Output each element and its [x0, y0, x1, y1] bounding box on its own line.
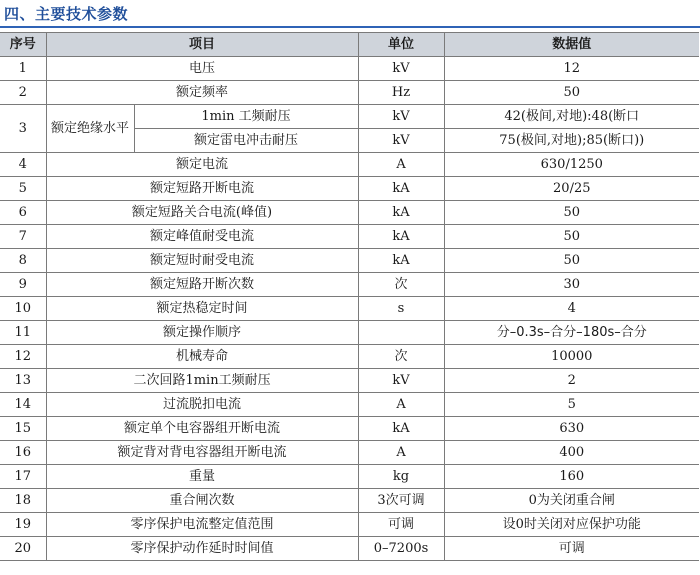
row-unit: kV [358, 369, 444, 393]
row-number: 8 [0, 249, 46, 273]
row-item: 额定背对背电容器组开断电流 [46, 441, 358, 465]
row-unit: kA [358, 249, 444, 273]
row-number: 14 [0, 393, 46, 417]
row-item: 额定操作顺序 [46, 321, 358, 345]
row-unit: kA [358, 225, 444, 249]
technical-parameters-table [0, 32, 699, 561]
table-row [0, 57, 699, 81]
row-value: 42(极间,对地):48(断口 [444, 105, 699, 129]
row-item: 额定峰值耐受电流 [46, 225, 358, 249]
row-item: 额定热稳定时间 [46, 297, 358, 321]
column-header-no: 序号 [0, 33, 46, 57]
table-row [0, 201, 699, 225]
table-row [0, 537, 699, 561]
row-unit: 0–7200s [358, 537, 444, 561]
row-unit: kV [358, 129, 444, 153]
row-value: 630 [444, 417, 699, 441]
row-number: 3 [0, 105, 46, 153]
row-unit: kA [358, 177, 444, 201]
row-number: 13 [0, 369, 46, 393]
row-number: 15 [0, 417, 46, 441]
row-number: 20 [0, 537, 46, 561]
row-value: 5 [444, 393, 699, 417]
row-number: 16 [0, 441, 46, 465]
row-number: 1 [0, 57, 46, 81]
row-unit: A [358, 393, 444, 417]
row-item: 额定短路关合电流(峰值) [46, 201, 358, 225]
row-value: 可调 [444, 537, 699, 561]
row-unit: 次 [358, 273, 444, 297]
row-number: 4 [0, 153, 46, 177]
row-item: 额定雷电冲击耐压 [134, 129, 358, 153]
row-unit: Hz [358, 81, 444, 105]
row-item: 重量 [46, 465, 358, 489]
row-unit: kV [358, 57, 444, 81]
table-row [0, 273, 699, 297]
row-number: 7 [0, 225, 46, 249]
row-number: 18 [0, 489, 46, 513]
row-number: 2 [0, 81, 46, 105]
row-unit [358, 321, 444, 345]
row-value: 50 [444, 81, 699, 105]
row-value: 设0时关闭对应保护功能 [444, 513, 699, 537]
row-item: 重合闸次数 [46, 489, 358, 513]
row-item: 1min 工频耐压 [134, 105, 358, 129]
table-row [0, 345, 699, 369]
table-row [0, 393, 699, 417]
table-row [0, 177, 699, 201]
table-row [0, 297, 699, 321]
row-unit: A [358, 153, 444, 177]
row-unit: 可调 [358, 513, 444, 537]
table-row [0, 369, 699, 393]
row-item: 额定短路开断次数 [46, 273, 358, 297]
row-item: 电压 [46, 57, 358, 81]
row-number: 12 [0, 345, 46, 369]
row-unit: 次 [358, 345, 444, 369]
row-value: 2 [444, 369, 699, 393]
title-underline [0, 26, 700, 28]
row-value: 630/1250 [444, 153, 699, 177]
table-row [0, 465, 699, 489]
table-row [0, 513, 699, 537]
row-item: 额定电流 [46, 153, 358, 177]
row-value: 160 [444, 465, 699, 489]
row-value: 400 [444, 441, 699, 465]
column-header-value: 数据值 [444, 33, 699, 57]
row-unit: 3次可调 [358, 489, 444, 513]
row-value: 50 [444, 201, 699, 225]
row-value: 50 [444, 225, 699, 249]
table-header-row [0, 33, 699, 57]
row-value: 50 [444, 249, 699, 273]
table-row [0, 417, 699, 441]
row-item: 机械寿命 [46, 345, 358, 369]
row-value: 4 [444, 297, 699, 321]
row-unit: kA [358, 417, 444, 441]
table-row [0, 249, 699, 273]
row-number: 6 [0, 201, 46, 225]
table-row [0, 225, 699, 249]
table-row [0, 441, 699, 465]
section-title: 四、主要技术参数 [4, 5, 129, 23]
insulation-level-group-label: 额定绝缘水平 [46, 105, 134, 153]
row-unit: A [358, 441, 444, 465]
row-unit: kg [358, 465, 444, 489]
column-header-unit: 单位 [358, 33, 444, 57]
row-item: 额定短时耐受电流 [46, 249, 358, 273]
row-value: 0为关闭重合闸 [444, 489, 699, 513]
row-number: 9 [0, 273, 46, 297]
row-number: 11 [0, 321, 46, 345]
row-item: 过流脱扣电流 [46, 393, 358, 417]
row-item: 额定频率 [46, 81, 358, 105]
row-item: 额定短路开断电流 [46, 177, 358, 201]
row-number: 10 [0, 297, 46, 321]
row-item: 零序保护动作延时时间值 [46, 537, 358, 561]
column-header-item: 项目 [46, 33, 358, 57]
row-value: 10000 [444, 345, 699, 369]
row-unit: s [358, 297, 444, 321]
table-row [0, 153, 699, 177]
table-row [0, 489, 699, 513]
row-value: 20/25 [444, 177, 699, 201]
row-item: 零序保护电流整定值范围 [46, 513, 358, 537]
row-value: 75(极间,对地);85(断口)) [444, 129, 699, 153]
row-value: 12 [444, 57, 699, 81]
row-value: 分–0.3s–合分–180s–合分 [444, 321, 699, 345]
row-item: 二次回路1min工频耐压 [46, 369, 358, 393]
row-unit: kA [358, 201, 444, 225]
row-value: 30 [444, 273, 699, 297]
row-number: 19 [0, 513, 46, 537]
row-number: 17 [0, 465, 46, 489]
table-row [0, 321, 699, 345]
row-item: 额定单个电容器组开断电流 [46, 417, 358, 441]
row-number: 5 [0, 177, 46, 201]
table-row [0, 81, 699, 105]
row-unit: kV [358, 105, 444, 129]
table-row [0, 105, 699, 129]
